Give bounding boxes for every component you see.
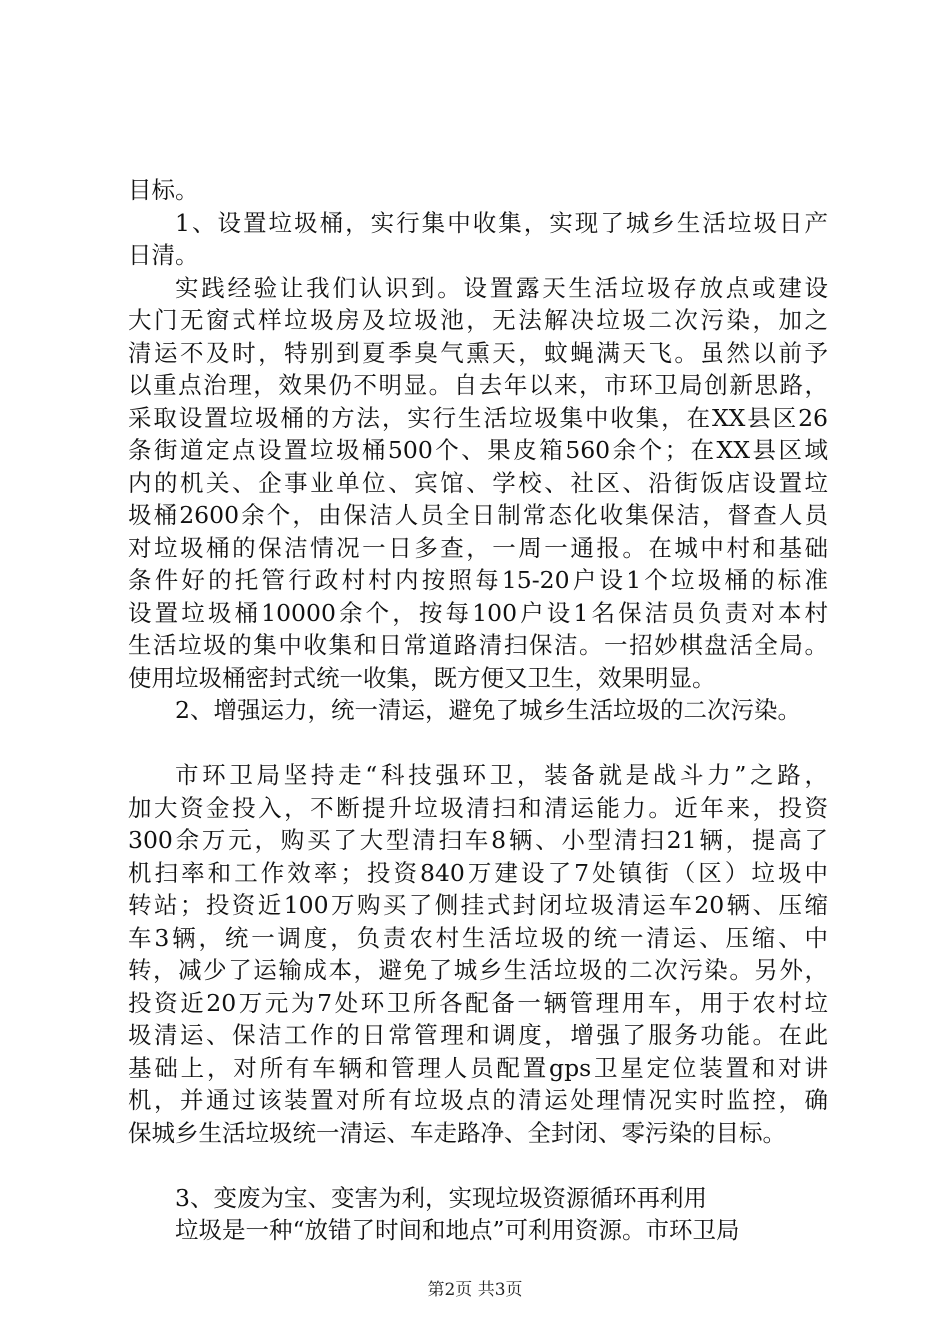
paragraph-first-line: 实践经验让我们认识到。设置露天生活垃圾存放点或建设 — [175, 273, 828, 302]
text-line: 加大资金投入，不断提升垃圾清扫和清运能力。近年来，投资 — [128, 793, 828, 822]
text-line: 圾清运、保洁工作的日常管理和调度，增强了服务功能。在此 — [128, 1021, 828, 1049]
text-line: 条件好的托管行政村村内按照每15-20户设1个垃圾桶的标准 — [128, 566, 828, 594]
text-line: 采取设置垃圾桶的方法，实行生活垃圾集中收集，在XX县区26 — [128, 403, 828, 432]
text-line: 清运不及时，特别到夏季臭气熏天，蚊蝇满天飞。虽然以前予 — [128, 338, 828, 367]
heading-line: 1、设置垃圾桶，实行集中收集，实现了城乡生活垃圾日产 — [175, 208, 828, 237]
heading-line: 2、增强运力，统一清运，避免了城乡生活垃圾的二次污染。 — [175, 696, 801, 724]
text-line: 机扫率和工作效率；投资840万建设了7处镇街（区）垃圾中 — [128, 858, 828, 887]
text-line: 车3辆，统一调度，负责农村生活垃圾的统一清运、压缩、中 — [128, 923, 828, 952]
paragraph-gap — [128, 727, 828, 760]
text-line: 大门无窗式样垃圾房及垃圾池，无法解决垃圾二次污染，加之 — [128, 306, 828, 334]
text-line: 条街道定点设置垃圾桶500个、果皮箱560余个；在XX县区域 — [128, 436, 828, 464]
text-line: 日清。 — [128, 241, 199, 269]
text-line: 生活垃圾的集中收集和日常道路清扫保洁。一招妙棋盘活全局。 — [128, 631, 828, 659]
text-line: 300余万元，购买了大型清扫车8辆、小型清扫21辆，提高了 — [128, 826, 828, 854]
paragraph-gap — [128, 1149, 828, 1182]
text-line: 转站；投资近100万购买了侧挂式封闭垃圾清运车20辆、压缩 — [128, 891, 828, 919]
text-line: 对垃圾桶的保洁情况一日多查，一周一通报。在城中村和基础 — [128, 533, 828, 562]
text-line: 投资近20万元为7处环卫所各配备一辆管理用车，用于农村垃 — [128, 988, 828, 1017]
heading-line: 3、变废为宝、变害为利，实现垃圾资源循环再利用 — [175, 1183, 707, 1212]
document-body — [128, 174, 828, 1247]
text-line: 内的机关、企事业单位、宾馆、学校、社区、沿街饭店设置垃 — [128, 468, 828, 497]
text-line: 基础上，对所有车辆和管理人员配置gps卫星定位装置和对讲 — [128, 1053, 828, 1082]
text-line: 使用垃圾桶密封式统一收集，既方便又卫生，效果明显。 — [128, 663, 716, 692]
text-line: 转，减少了运输成本，避免了城乡生活垃圾的二次污染。另外， — [128, 956, 828, 984]
text-line: 目标。 — [128, 176, 199, 204]
paragraph-first-line: 市环卫局坚持走“科技强环卫，装备就是战斗力”之路， — [175, 761, 828, 789]
text-line: 设置垃圾桶10000余个，按每100户设1名保洁员负责对本村 — [128, 598, 828, 627]
text-line: 以重点治理，效果仍不明显。自去年以来，市环卫局创新思路， — [128, 371, 828, 399]
text-line: 保城乡生活垃圾统一清运、车走路净、全封闭、零污染的目标。 — [128, 1118, 786, 1147]
text-line: 机，并通过该装置对所有垃圾点的清运处理情况实时监控，确 — [128, 1086, 828, 1114]
page-number-footer: 第2页 共3页 — [427, 1280, 523, 1300]
text-line: 圾桶2600余个，由保洁人员全日制常态化收集保洁，督查人员 — [128, 501, 828, 529]
paragraph-first-line: 垃圾是一种“放错了时间和地点”可利用资源。市环卫局 — [175, 1216, 740, 1244]
